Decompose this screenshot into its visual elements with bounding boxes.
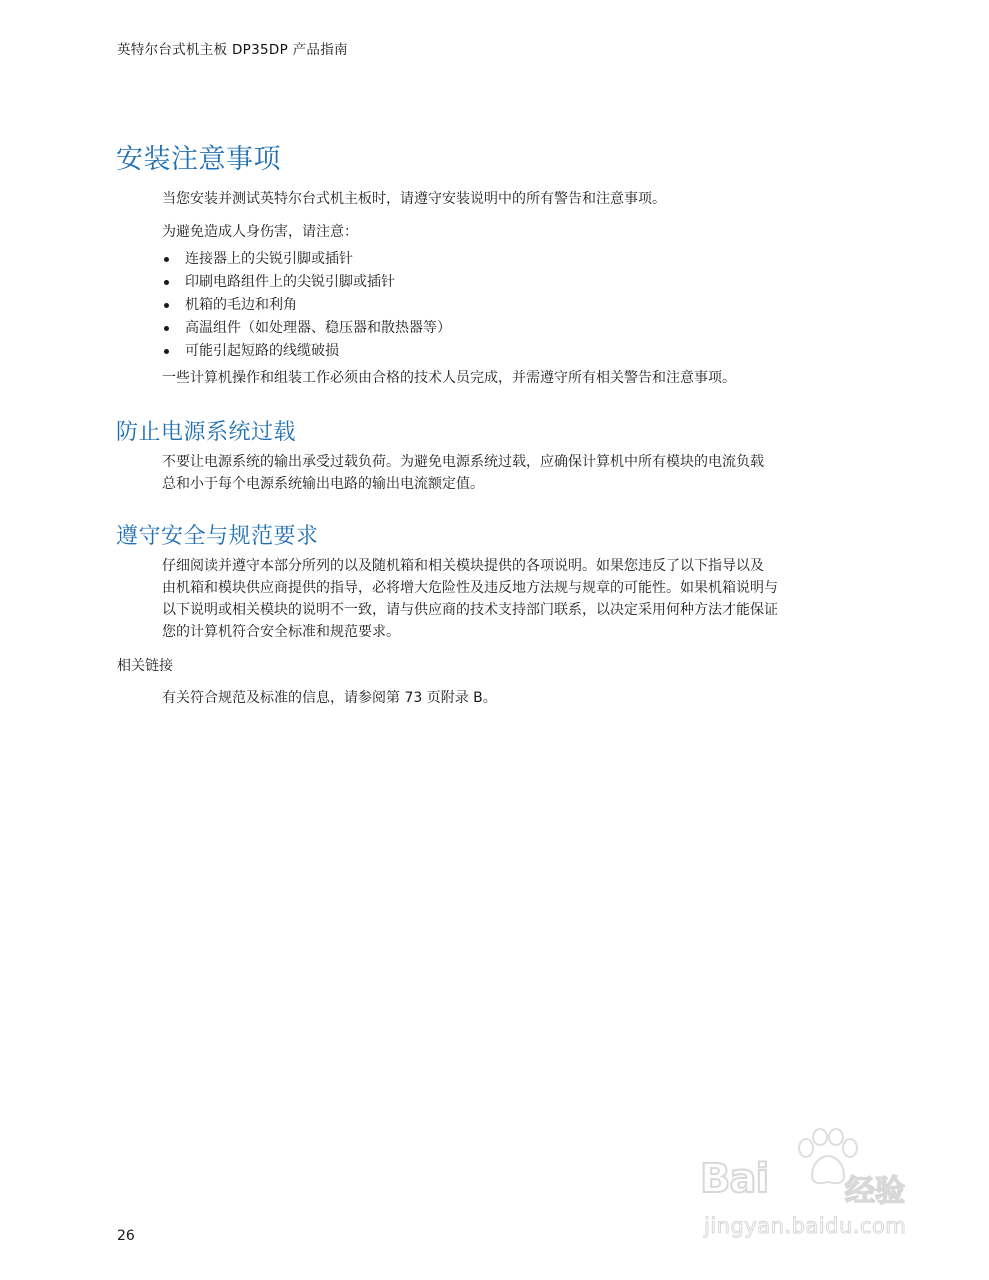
qualified-technician-note: 一些计算机操作和组装工作必须由合格的技术人员完成，并需遵守所有相关警告和注意事项。 <box>162 370 736 386</box>
page-number: 26 <box>117 1228 135 1244</box>
watermark-brand-suffix: 经验 <box>845 1174 905 1209</box>
bullet-icon <box>164 280 169 285</box>
bullet-icon <box>164 303 169 308</box>
list-item: 可能引起短路的线缆破损 <box>162 340 451 363</box>
section-title-installation-precautions: 安装注意事项 <box>116 144 281 175</box>
list-item: 连接器上的尖锐引脚或插针 <box>162 248 451 271</box>
running-header: 英特尔台式机主板 DP35DP 产品指南 <box>117 42 348 58</box>
power-overload-line-2: 总和小于每个电源系统输出电路的输出电流额定值。 <box>162 476 484 492</box>
watermark-url: jingyan.baidu.com <box>704 1214 907 1238</box>
list-item: 高温组件（如处理器、稳压器和散热器等） <box>162 317 451 340</box>
safety-line-4: 您的计算机符合安全标准和规范要求。 <box>162 624 400 640</box>
related-links-text: 有关符合规范及标准的信息，请参阅第 73 页附录 B。 <box>162 690 497 706</box>
bullet-icon <box>164 349 169 354</box>
hazard-list <box>162 248 451 363</box>
bullet-icon <box>164 326 169 331</box>
related-links-heading: 相关链接 <box>117 658 173 674</box>
list-item: 印刷电路组件上的尖锐引脚或插针 <box>162 271 451 294</box>
baidu-jingyan-watermark <box>700 1128 940 1248</box>
bullet-icon <box>164 257 169 262</box>
safety-line-3: 以下说明或相关模块的说明不一致，请与供应商的技术支持部门联系，以决定采用何种方法才能保证 <box>162 602 778 618</box>
injury-lead: 为避免造成人身伤害，请注意： <box>162 224 358 240</box>
watermark-brand: Bai <box>700 1156 769 1202</box>
section-title-power-overload: 防止电源系统过载 <box>116 420 297 445</box>
power-overload-line-1: 不要让电源系统的输出承受过载负荷。为避免电源系统过载，应确保计算机中所有模块的电流负载 <box>162 454 764 470</box>
section-title-safety-regulatory: 遵守安全与规范要求 <box>116 524 319 549</box>
installation-intro: 当您安装并测试英特尔台式机主板时，请遵守安装说明中的所有警告和注意事项。 <box>162 191 666 207</box>
list-item: 机箱的毛边和利角 <box>162 294 451 317</box>
safety-line-1: 仔细阅读并遵守本部分所列的以及随机箱和相关模块提供的各项说明。如果您违反了以下指导以及 <box>162 558 764 574</box>
safety-line-2: 由机箱和模块供应商提供的指导，必将增大危险性及违反地方法规与规章的可能性。如果机箱说明与 <box>162 580 778 596</box>
